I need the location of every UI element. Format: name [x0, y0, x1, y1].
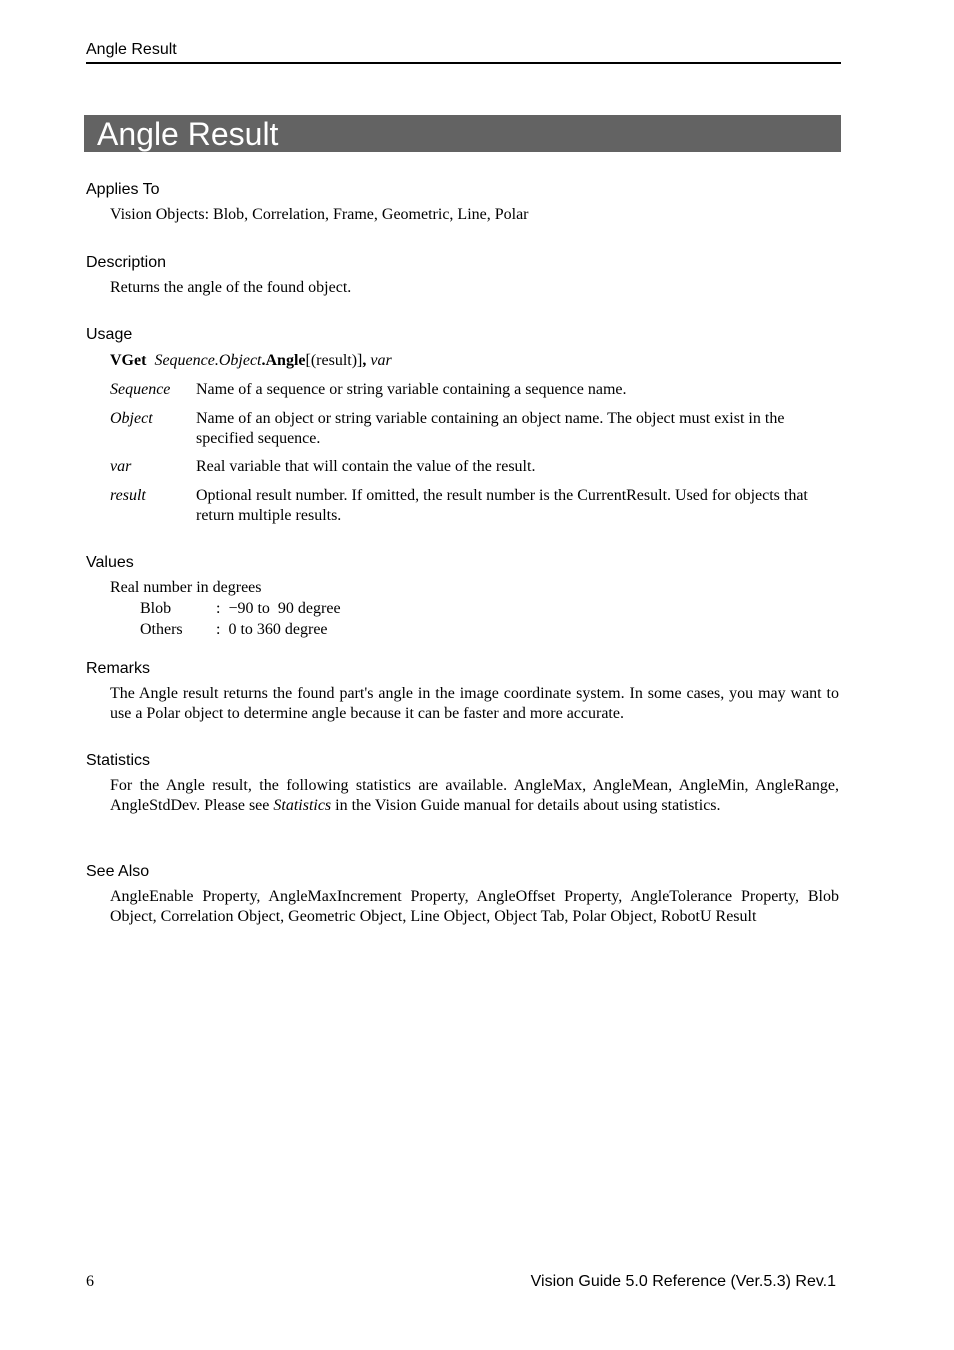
running-header: Angle Result: [86, 41, 841, 64]
statistics-text: [110, 776, 839, 815]
description-text: Returns the angle of the found object.: [110, 279, 352, 296]
param-desc: Name of a sequence or string variable containing a sequence name.: [196, 381, 627, 398]
footer-doc-title: Vision Guide 5.0 Reference (Ver.5.3) Rev.1: [530, 1273, 836, 1290]
values-heading: Values: [86, 554, 134, 571]
syntax-property: Angle: [265, 352, 306, 369]
syntax-dot: .: [261, 352, 266, 369]
param-name: Sequence: [110, 381, 171, 398]
syntax-optional: [(result)]: [305, 352, 363, 369]
see-also-heading: See Also: [86, 863, 150, 880]
syntax-sequence-object: Sequence.Object: [154, 352, 262, 369]
param-desc: Optional result number. If omitted, the result number is the CurrentResult. Used for objects that return multiple results.: [196, 487, 808, 524]
page-number: 6: [86, 1273, 94, 1290]
statistics-link-text: Statistics: [273, 796, 332, 814]
values-intro: Real number in degrees: [110, 579, 262, 596]
applies-to-heading: Applies To: [86, 181, 160, 198]
see-also-text: AngleEnable Property, AngleMaxIncrement Property, AngleOffset Property, AngleTolerance Property, Blob Object, Correlation Object, Geometric Object, Line Object, Object Tab, Polar Object, RobotU Result: [110, 888, 839, 925]
param-desc: Real variable that will contain the value of the result.: [196, 458, 536, 475]
remarks-heading: Remarks: [86, 660, 151, 677]
statistics-text-before: For the Angle result, the following statistics are available. AngleMax, AngleMean, AngleMin, AngleRange, AngleStdDev. Please see: [110, 777, 839, 814]
usage-heading: Usage: [86, 326, 133, 343]
page-title: Angle Result: [97, 116, 279, 152]
statistics-text-after: in the Vision Guide manual for details about using statistics.: [331, 796, 721, 814]
param-desc: Name of an object or string variable containing an object name. The object must exist in the specified sequence.: [196, 410, 785, 447]
value-label: Others: [140, 621, 183, 638]
title-bar: [84, 115, 841, 152]
syntax-var: var: [370, 352, 392, 369]
param-name: Object: [110, 410, 153, 427]
value-range: : −90 to 90 degree: [216, 600, 341, 617]
applies-to-text: Vision Objects: Blob, Correlation, Frame, Geometric, Line, Polar: [110, 206, 529, 223]
value-range: : 0 to 360 degree: [216, 621, 328, 638]
statistics-heading: Statistics: [86, 752, 151, 769]
param-name: var: [110, 458, 132, 475]
usage-syntax: [110, 351, 839, 371]
remarks-text: The Angle result returns the found part's angle in the image coordinate system. In some cases, you may want to use a Polar object to determine angle because it can be faster and more accurate.: [110, 685, 839, 722]
param-name: result: [110, 487, 146, 504]
syntax-keyword: VGet: [110, 352, 147, 369]
syntax-comma: ,: [362, 352, 367, 369]
description-heading: Description: [86, 254, 167, 271]
value-label: Blob: [140, 600, 172, 617]
